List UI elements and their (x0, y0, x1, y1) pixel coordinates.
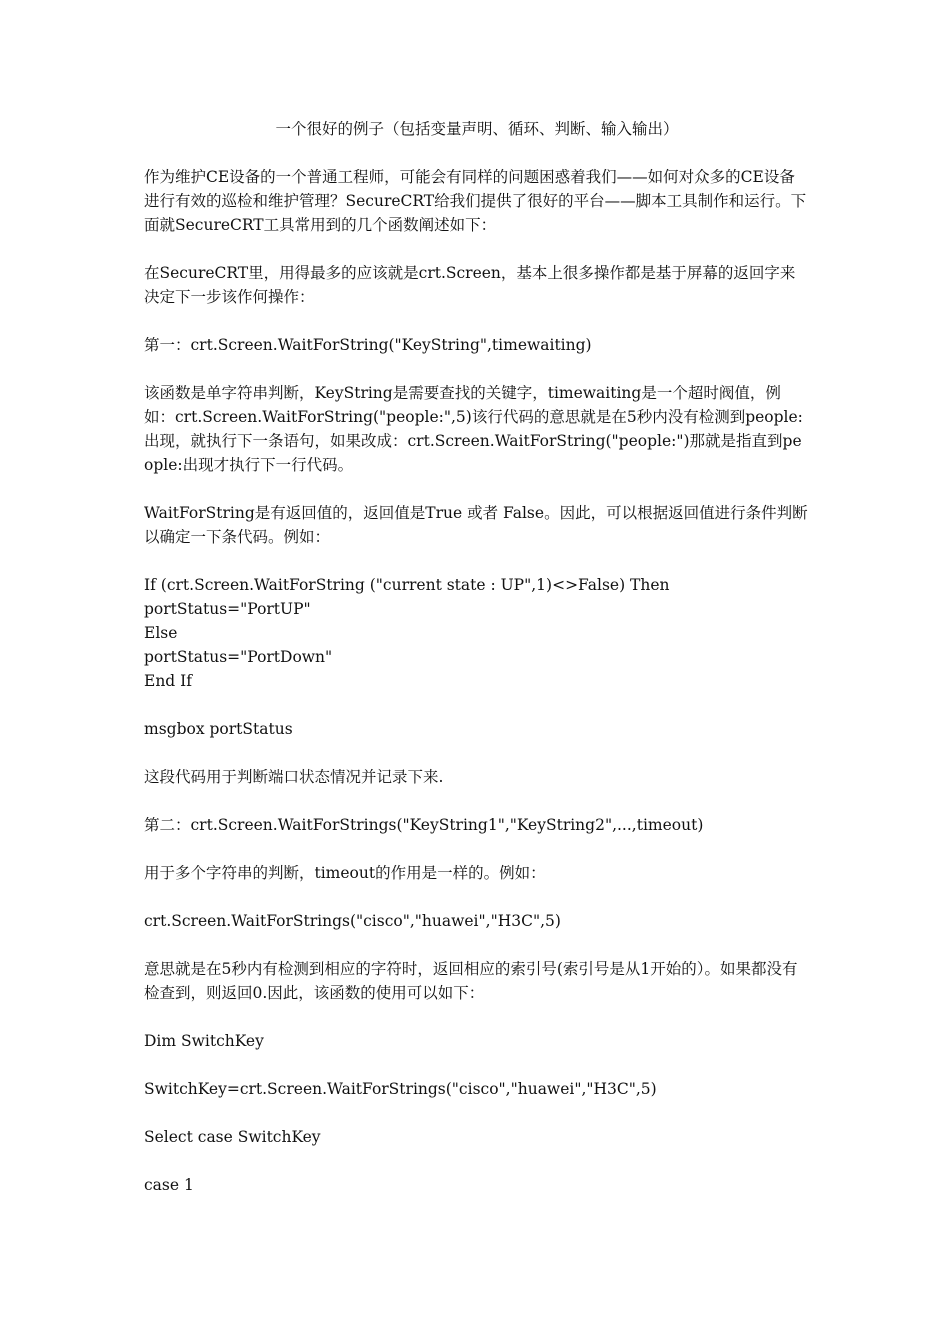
document-title: 一个很好的例子（包括变量声明、循环、判断、输入输出） (275, 120, 679, 138)
code-line: portStatus="PortUP" (144, 600, 311, 618)
waitforstring-description: 该函数是单字符串判断，KeyString是需要查找的关键字，timewaiting是一个超时阀值，例如：crt.Screen.WaitForString("people:",5)该行代码的意思就是在5秒内没有检测到people:出现，就执行下一条语句，如果改成：crt.Screen.WaitForString("people:")那就是指直到people:出现才执行下一行代码。 (144, 384, 803, 474)
dim-switchkey-line: Dim SwitchKey (144, 1032, 264, 1050)
switchkey-assign-line: SwitchKey=crt.Screen.WaitForStrings("cisco","huawei","H3C",5) (144, 1080, 657, 1098)
index-explanation: 意思就是在5秒内有检测到相应的字符时，返回相应的索引号(索引号是从1开始的）。如果都没有检查到，则返回0.因此，该函数的使用可以如下： (144, 960, 798, 1002)
waitforstrings-heading: 第二：crt.Screen.WaitForStrings("KeyString1","KeyString2",...,timeout) (144, 816, 704, 834)
code-line: End If (144, 672, 193, 690)
code-line: Else (144, 624, 178, 642)
waitforstrings-description: 用于多个字符串的判断，timeout的作用是一样的。例如： (144, 864, 546, 882)
crt-screen-paragraph: 在SecureCRT里，用得最多的应该就是crt.Screen，基本上很多操作都是基于屏幕的返回字来决定下一步该作何操作： (144, 264, 796, 306)
case-1-line: case 1 (144, 1176, 194, 1194)
msgbox-line: msgbox portStatus (144, 720, 293, 738)
return-value-paragraph: WaitForString是有返回值的，返回值是True 或者 False。因此，可以根据返回值进行条件判断以确定一下条代码。例如： (144, 504, 808, 546)
waitforstring-heading: 第一：crt.Screen.WaitForString("KeyString",timewaiting) (144, 336, 592, 354)
select-case-line: Select case SwitchKey (144, 1128, 321, 1146)
code-line: If (crt.Screen.WaitForString ("current state : UP",1)<>False) Then (144, 576, 670, 594)
waitforstrings-example: crt.Screen.WaitForStrings("cisco","huawei","H3C",5) (144, 912, 561, 930)
code-line: portStatus="PortDown" (144, 648, 333, 666)
intro-paragraph: 作为维护CE设备的一个普通工程师，可能会有同样的问题困惑着我们——如何对众多的CE设备进行有效的巡检和维护管理？SecureCRT给我们提供了很好的平台——脚本工具制作和运行。下面就SecureCRT工具常用到的几个函数阐述如下： (144, 168, 807, 234)
code-explanation: 这段代码用于判断端口状态情况并记录下来. (144, 768, 444, 786)
document-page (144, 117, 810, 1221)
port-status-code-block (144, 573, 810, 693)
